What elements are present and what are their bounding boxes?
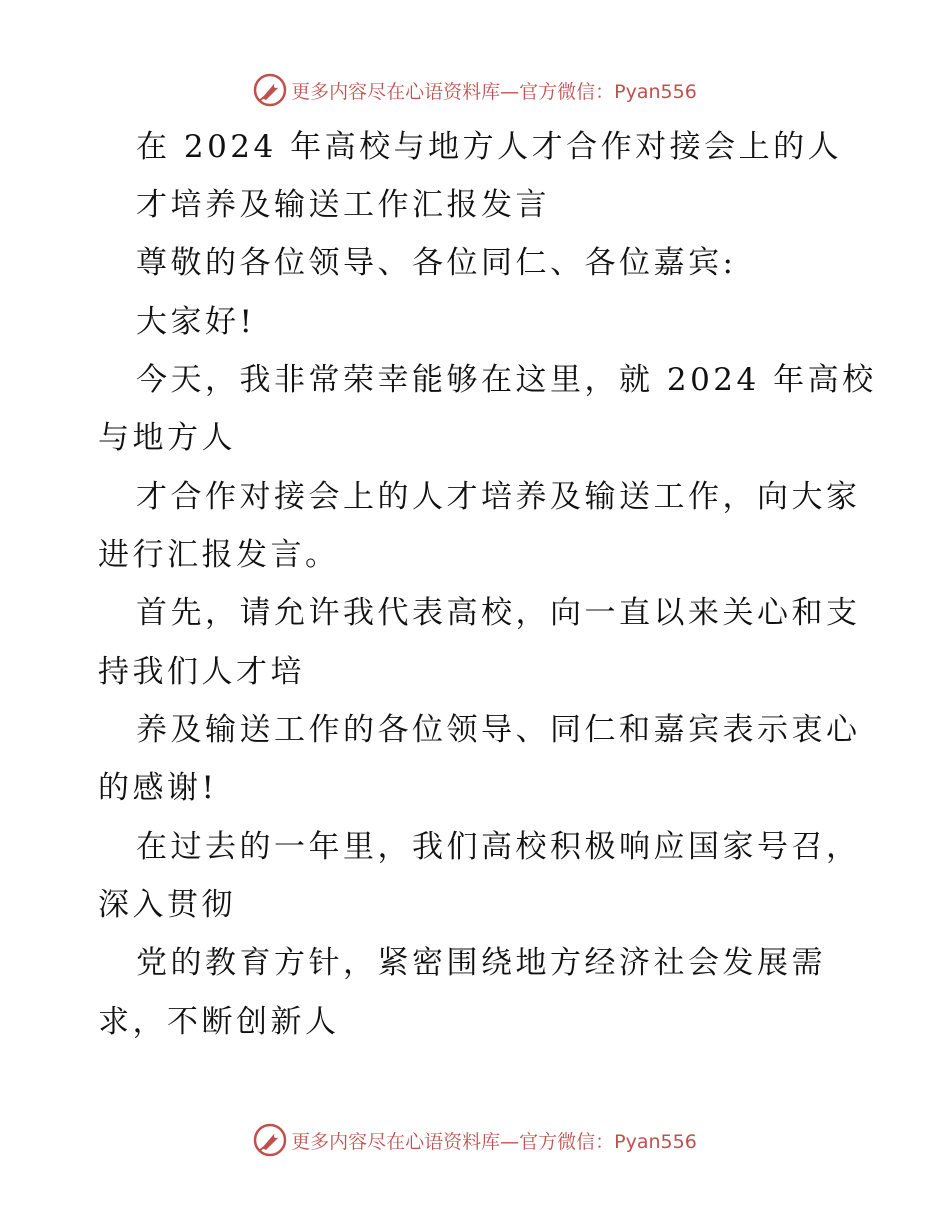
paragraph-line: 才合作对接会上的人才培养及输送工作，向大家	[136, 479, 861, 515]
paragraph-line: 的感谢!	[98, 770, 218, 806]
paragraph-line: 党的教育方针，紧密围绕地方经济社会发展需	[136, 945, 826, 981]
pen-nib-logo-icon	[253, 73, 287, 107]
paragraph-line: 深入贯彻	[98, 887, 236, 923]
paragraph-line: 与地方人	[98, 420, 236, 456]
salutation-line: 尊敬的各位领导、各位同仁、各位嘉宾:	[136, 245, 737, 281]
header-banner-text: 更多内容尽在心语资料库—官方微信：Pyan556	[291, 80, 697, 103]
paragraph-line: 持我们人才培	[98, 654, 305, 690]
paragraph-line: 进行汇报发言。	[98, 537, 340, 573]
footer-banner	[0, 1120, 950, 1160]
footer-banner-text: 更多内容尽在心语资料库—官方微信：Pyan556	[291, 1130, 697, 1153]
paragraph-line: 求，不断创新人	[98, 1004, 340, 1040]
title-line-2: 才培养及输送工作汇报发言	[136, 187, 550, 223]
header-banner	[0, 70, 950, 110]
pen-nib-logo-icon	[253, 1123, 287, 1157]
greeting-line: 大家好!	[136, 304, 256, 340]
paragraph-line: 首先，请允许我代表高校，向一直以来关心和支	[136, 595, 861, 631]
title-line-1: 在 2024 年高校与地方人才合作对接会上的人	[136, 129, 843, 165]
paragraph-line: 养及输送工作的各位领导、同仁和嘉宾表示衷心	[136, 712, 861, 748]
paragraph-line: 在过去的一年里，我们高校积极响应国家号召，	[136, 829, 861, 865]
paragraph-line: 今天，我非常荣幸能够在这里，就 2024 年高校	[136, 362, 877, 398]
